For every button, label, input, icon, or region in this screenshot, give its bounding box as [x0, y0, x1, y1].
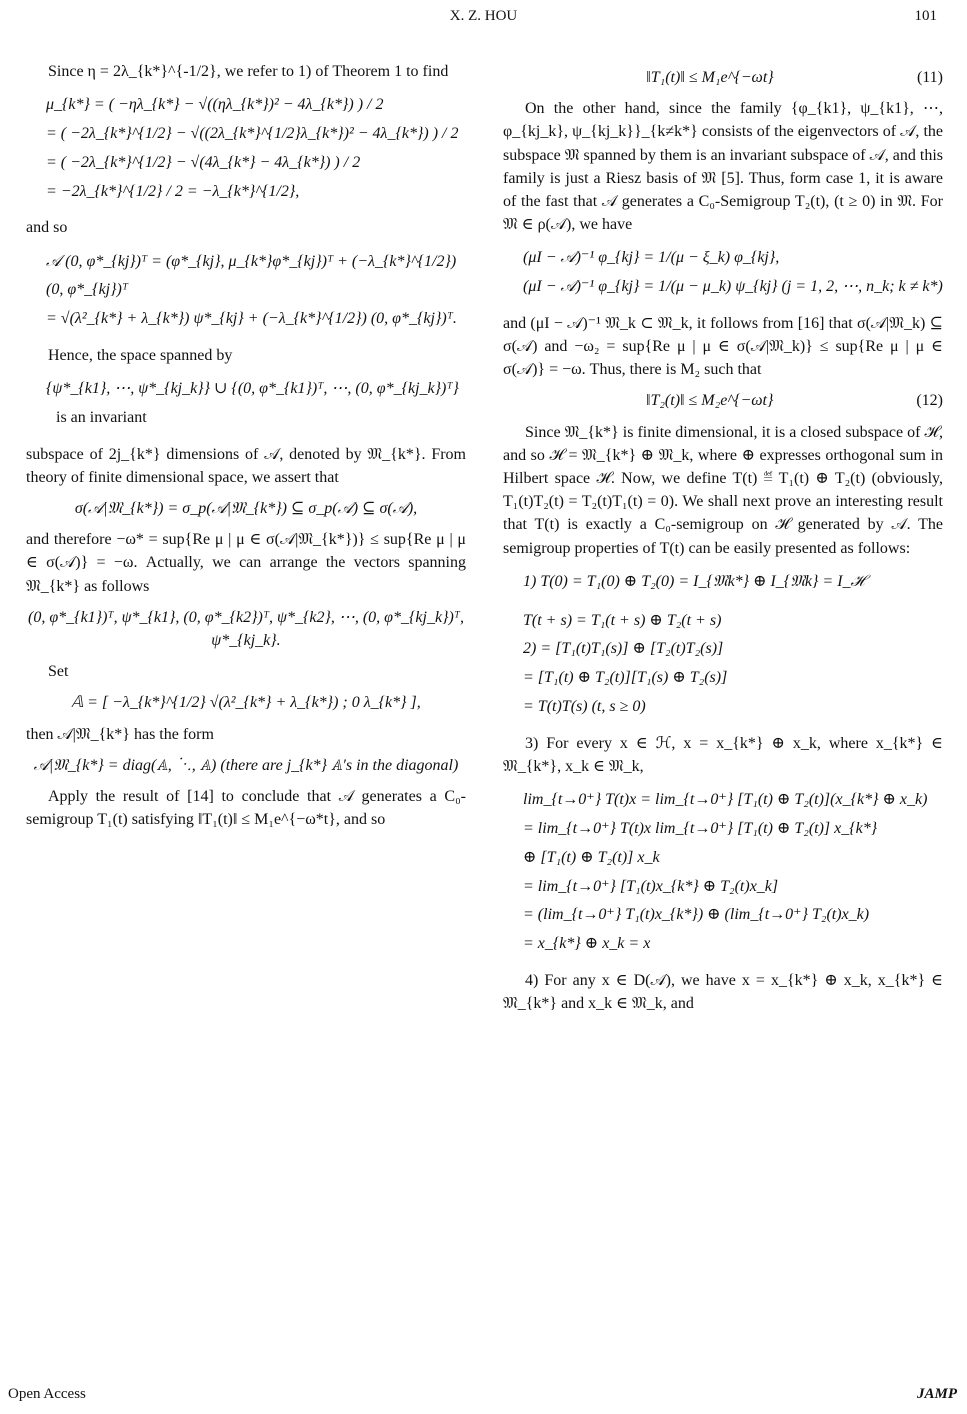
equation-vectors: (0, φ*_{k1})ᵀ, ψ*_{k1}, (0, φ*_{k2})ᵀ, ψ*_{k2}, ⋯, (0, φ*_{kj_k})ᵀ, ψ*_{kj_k}. — [28, 608, 464, 650]
equation-body: ‖T₂(t)‖ ≤ M₂e^{−ωt} — [645, 392, 774, 410]
footer-open-access: Open Access — [8, 1386, 86, 1402]
equation-resolvent — [523, 244, 943, 302]
equation-line: 1) T(0) = T₁(0) ⊕ T₂(0) = I_{𝔐k*} ⊕ I_{𝔐k} = I_ℋ — [523, 572, 865, 590]
paragraph: Hence, the space spanned by — [48, 346, 233, 364]
equation-line: = ( −2λ_{k*}^{1/2} − √((2λ_{k*}^{1/2}λ_{k*})² − 4λ_{k*}) ) / 2 — [46, 124, 459, 142]
paragraph: On the other hand, since the family {φ_{k1}, ψ_{k1}, ⋯, φ_{kj_k}, ψ_{kj_k}}_{k≠k*} consists of the eigenvectors of 𝒜, the subspace 𝔐 spanned by them is an invariant subspace of 𝒜, and this family is just a Riesz basis of 𝔐 [5]. Thus, form case 1, it is aware of the fast that 𝒜 generates a C₀-Semigroup T₂(t), (t ≥ 0) in 𝔐. For 𝔐 ∈ ρ(𝒜), we have — [503, 100, 943, 234]
page-footer — [0, 1384, 967, 1406]
left-column — [26, 60, 466, 839]
equation-number: (12) — [916, 392, 943, 410]
semigroup-property-1 — [523, 568, 943, 597]
semigroup-property-3 — [523, 786, 943, 959]
equation-number: (11) — [916, 69, 943, 86]
equation-line: 𝒜 (0, φ*_{kj})ᵀ = (φ*_{kj}, μ_{k*}φ*_{kj})ᵀ + (−λ_{k*}^{1/2}) (0, φ*_{kj})ᵀ — [46, 252, 457, 299]
equation-operator — [46, 248, 466, 334]
paragraph: Since 𝔐_{k*} is finite dimensional, it is a closed subspace of ℋ, and so ℋ = 𝔐_{k*} ⊕ 𝔐_k, where ⊕ expresses orthogonal sum in Hilbert space ℋ. Now, we define T(t) ≝ T₁(t) ⊕ T₂(t) (obviously, T₁(t)T₂(t) = T₂(t)T₁(t) = 0). We shall next prove an interesting result that T(t) is exactly a C₀-semigroup on ℋ generated by 𝒜. The semigroup properties of T(t) can be easily presented as follows: — [503, 423, 943, 557]
equation-line: μ_{k*} = ( −ηλ_{k*} − √((ηλ_{k*})² − 4λ_{k*}) ) / 2 — [46, 96, 384, 114]
paragraph: Set — [48, 663, 69, 681]
running-title: X. Z. HOU — [449, 8, 518, 24]
equation-12 — [503, 389, 943, 412]
equation-11 — [503, 66, 943, 89]
semigroup-property-2 — [523, 607, 943, 722]
equation-line: = (lim_{t→0⁺} T₁(t)x_{k*}) ⊕ (lim_{t→0⁺} T₂(t)x_k) — [523, 906, 870, 924]
equation-block-diagonal: 𝒜|𝔐_{k*} = diag(𝔸, ⋱, 𝔸) (there are j_{k*} 𝔸′s in the diagonal) — [33, 756, 459, 774]
paragraph: subspace of 2j_{k*} dimensions of 𝒜, denoted by 𝔐_{k*}. From theory of finite dimensional space, we assert that — [26, 445, 466, 486]
equation-line: = [T₁(t) ⊕ T₂(t)][T₁(s) ⊕ T₂(s)] — [523, 669, 728, 687]
equation-line: T(t + s) = T₁(t + s) ⊕ T₂(t + s) — [523, 611, 722, 629]
equation-body: ‖T₁(t)‖ ≤ M₁e^{−ωt} — [646, 69, 774, 86]
right-column — [503, 60, 943, 1023]
equation-line: = −2λ_{k*}^{1/2} / 2 = −λ_{k*}^{1/2}, — [46, 182, 300, 200]
equation-line: ⊕ [T₁(t) ⊕ T₂(t)] x_k — [523, 848, 660, 866]
paragraph: Apply the result of [14] to conclude that 𝒜 generates a C₀-semigroup T₁(t) satisfying ‖T₁(t)‖ ≤ M₁e^{−ω*t}, and so — [26, 787, 466, 829]
equation-spectrum: σ(𝒜|𝔐_{k*}) = σ_p(𝒜|𝔐_{k*}) ⊆ σ_p(𝒜) ⊆ σ(𝒜), — [74, 500, 418, 518]
paragraph: and therefore −ω* = sup{Re μ | μ ∈ σ(𝒜|𝔐_{k*})} ≤ sup{Re μ | μ ∈ σ(𝒜)} = −ω. Actually, we can arrange the vectors spanning 𝔐_{k*} as follows — [26, 531, 466, 595]
equation-line: = ( −2λ_{k*}^{1/2} − √(4λ_{k*} − 4λ_{k*}) ) / 2 — [46, 153, 361, 171]
equation-line: = lim_{t→0⁺} [T₁(t)x_{k*} ⊕ T₂(t)x_k] — [523, 877, 779, 895]
page-header — [0, 6, 967, 30]
equation-text: is an invariant — [56, 408, 147, 426]
equation-matrix-A: 𝔸 = [ −λ_{k*}^{1/2} √(λ²_{k*} + λ_{k*}) ; 0 λ_{k*} ], — [71, 694, 421, 712]
paragraph: then 𝒜|𝔐_{k*} has the form — [26, 725, 214, 743]
equation-span — [46, 375, 466, 433]
page-number: 101 — [914, 8, 937, 24]
paragraph: 3) For every x ∈ ℋ, x = x_{k*} ⊕ x_k, where x_{k*} ∈ 𝔐_{k*}, x_k ∈ 𝔐_k, — [503, 734, 943, 775]
equation-line: {ψ*_{k1}, ⋯, ψ*_{kj_k}} ∪ {(0, φ*_{k1})ᵀ, ⋯, (0, φ*_{kj_k})ᵀ} — [46, 380, 459, 398]
equation-line: (μI − 𝒜)⁻¹ φ_{kj} = 1/(μ − μ_k) ψ_{kj} (j = 1, 2, ⋯, n_k; k ≠ k*) — [523, 278, 943, 296]
paragraph: Since η = 2λ_{k*}^{-1/2}, we refer to 1) of Theorem 1 to find — [48, 63, 449, 80]
equation-line: lim_{t→0⁺} T(t)x = lim_{t→0⁺} [T₁(t) ⊕ T₂(t)](x_{k*} ⊕ x_k) — [523, 791, 928, 809]
equation-line: 2) = [T₁(t)T₁(s)] ⊕ [T₂(t)T₂(s)] — [523, 640, 724, 658]
equation-line: (μI − 𝒜)⁻¹ φ_{kj} = 1/(μ − ξ_k) φ_{kj}, — [523, 249, 780, 267]
equation-line: = T(t)T(s) (t, s ≥ 0) — [523, 697, 646, 715]
equation-line: = x_{k*} ⊕ x_k = x — [523, 935, 651, 953]
paragraph: 4) For any x ∈ D(𝒜), we have x = x_{k*} ⊕ x_k, x_{k*} ∈ 𝔐_{k*} and x_k ∈ 𝔐_k, and — [503, 971, 943, 1013]
footer-journal: JAMP — [916, 1386, 957, 1402]
equation-mu — [46, 91, 466, 206]
equation-line: = lim_{t→0⁺} T(t)x lim_{t→0⁺} [T₁(t) ⊕ T₂(t)] x_{k*} — [523, 819, 878, 837]
paragraph: and (μI − 𝒜)⁻¹ 𝔐_k ⊂ 𝔐_k, it follows from [16] that σ(𝒜|𝔐_k) ⊆ σ(𝒜) and −ω₂ = sup{Re μ | μ ∈ σ(𝒜|𝔐_k)} ≤ sup{Re μ | μ ∈ σ(𝒜)} = −ω. Thus, there is M₂ such that — [503, 314, 943, 379]
equation-line: = √(λ²_{k*} + λ_{k*}) ψ*_{kj} + (−λ_{k*}^{1/2}) (0, φ*_{kj})ᵀ. — [46, 310, 457, 328]
paragraph: and so — [26, 219, 68, 237]
